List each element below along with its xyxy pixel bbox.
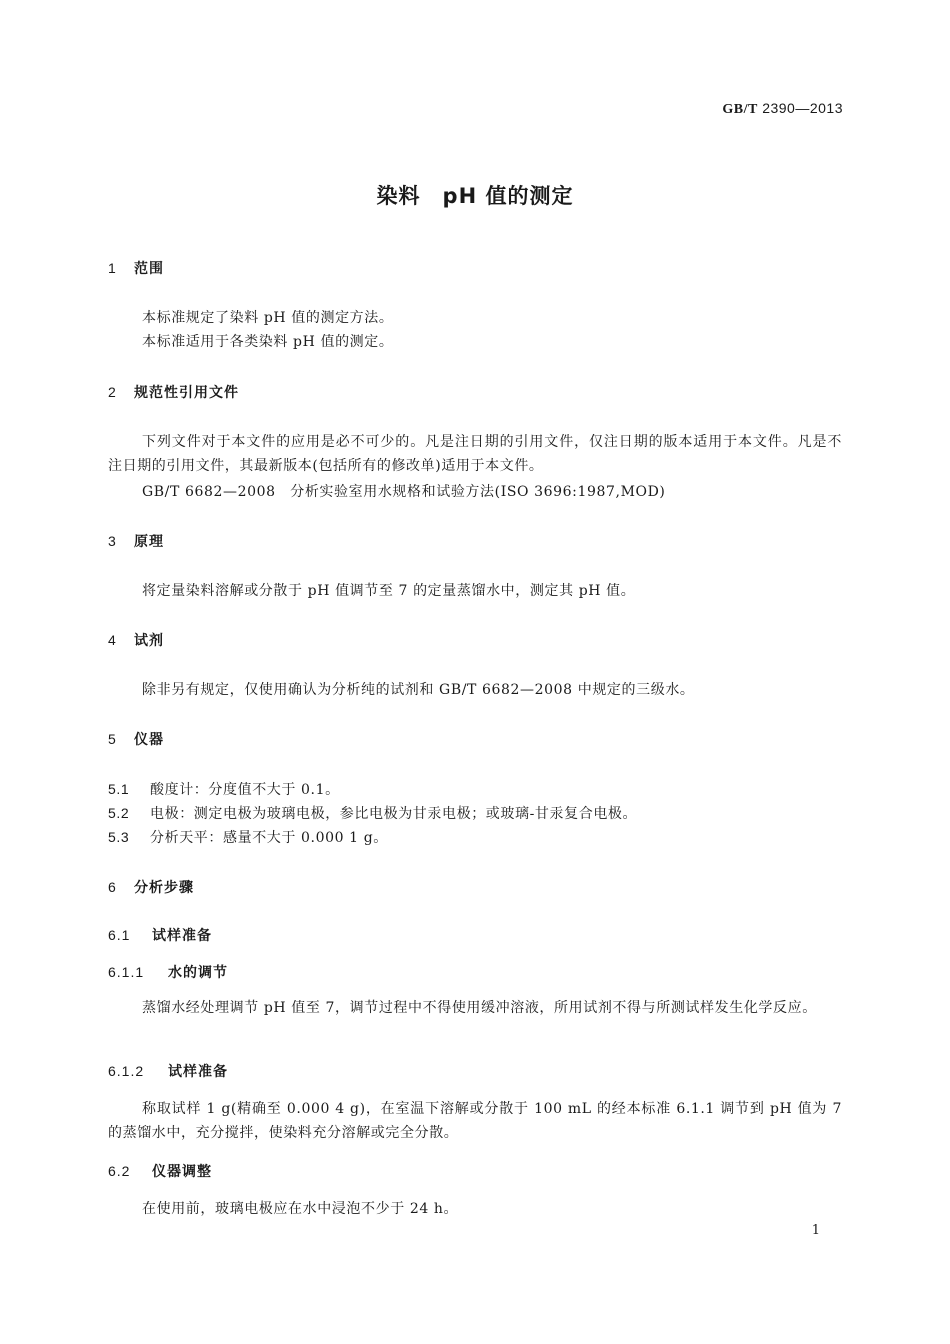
paragraph: 下列文件对于本文件的应用是必不可少的。凡是注日期的引用文件，仅注日期的版本适用于本文件。凡是不注日期的引用文件，其最新版本(包括所有的修改单)适用于本文件。	[108, 434, 842, 474]
paragraph: 本标准适用于各类染料 pH 值的测定。	[142, 334, 394, 350]
item-text: 分析天平：感量不大于 0.000 1 g。	[150, 830, 388, 846]
paragraph: 蒸馏水经处理调节 pH 值至 7，调节过程中不得使用缓冲溶液，所用试剂不得与所测试样发生化学反应。	[142, 1000, 817, 1016]
section-number: 6	[108, 879, 117, 895]
standard-code: 2390—2013	[762, 100, 843, 116]
section-title: 仪器	[134, 732, 164, 748]
item-number: 5.1	[108, 781, 130, 797]
document-title: 染料 pH 值的测定	[376, 184, 574, 208]
section-title: 试样准备	[152, 928, 212, 944]
section-number: 1	[108, 260, 117, 276]
section-number: 3	[108, 533, 117, 549]
subsection-6-1-heading	[108, 925, 212, 945]
item-text: 酸度计：分度值不大于 0.1。	[150, 782, 340, 798]
section-number: 5	[108, 731, 117, 747]
subsection-6-1-1-heading	[108, 962, 228, 982]
section-3-heading	[108, 531, 164, 551]
section-4-heading	[108, 630, 164, 650]
section-6-heading	[108, 877, 194, 897]
section-number: 2	[108, 384, 117, 400]
page-number: 1	[811, 1223, 820, 1238]
section-title: 原理	[134, 534, 164, 550]
list-item	[108, 801, 637, 826]
standard-number	[722, 100, 843, 118]
section-title: 水的调节	[168, 965, 228, 981]
paragraph: 在使用前，玻璃电极应在水中浸泡不少于 24 h。	[142, 1201, 459, 1217]
list-item	[108, 825, 388, 850]
subsection-6-2-heading	[108, 1161, 212, 1181]
section-2-heading	[108, 382, 239, 402]
paragraph: 将定量染料溶解或分散于 pH 值调节至 7 的定量蒸馏水中，测定其 pH 值。	[142, 583, 636, 599]
section-title: 规范性引用文件	[134, 385, 239, 401]
section-title: 范围	[134, 261, 164, 277]
section-number: 6.1.1	[108, 964, 145, 980]
section-title: 试剂	[134, 633, 164, 649]
normative-reference: GB/T 6682—2008 分析实验室用水规格和试验方法(ISO 3696:1987,MOD)	[142, 484, 666, 500]
item-number: 5.2	[108, 805, 130, 821]
paragraph: 本标准规定了染料 pH 值的测定方法。	[142, 310, 394, 326]
subsection-6-1-2-heading	[108, 1061, 228, 1081]
paragraph: 除非另有规定，仅使用确认为分析纯的试剂和 GB/T 6682—2008 中规定的三级水。	[142, 682, 695, 698]
section-number: 4	[108, 632, 117, 648]
section-number: 6.1.2	[108, 1063, 145, 1079]
section-title: 仪器调整	[152, 1164, 212, 1180]
section-1-heading	[108, 258, 164, 278]
section-title: 分析步骤	[134, 880, 194, 896]
paragraph: 称取试样 1 g(精确至 0.000 4 g)，在室温下溶解或分散于 100 mL 的经本标准 6.1.1 调节到 pH 值为 7 的蒸馏水中，充分搅拌，使染料充分溶解或完全分散。	[108, 1101, 842, 1141]
standard-prefix: GB/T	[722, 102, 758, 117]
section-title: 试样准备	[168, 1064, 228, 1080]
section-5-heading	[108, 729, 164, 749]
list-item	[108, 777, 340, 802]
item-text: 电极：测定电极为玻璃电极，参比电极为甘汞电极；或玻璃-甘汞复合电极。	[150, 806, 638, 822]
item-number: 5.3	[108, 829, 130, 845]
section-number: 6.1	[108, 927, 131, 943]
section-number: 6.2	[108, 1163, 131, 1179]
